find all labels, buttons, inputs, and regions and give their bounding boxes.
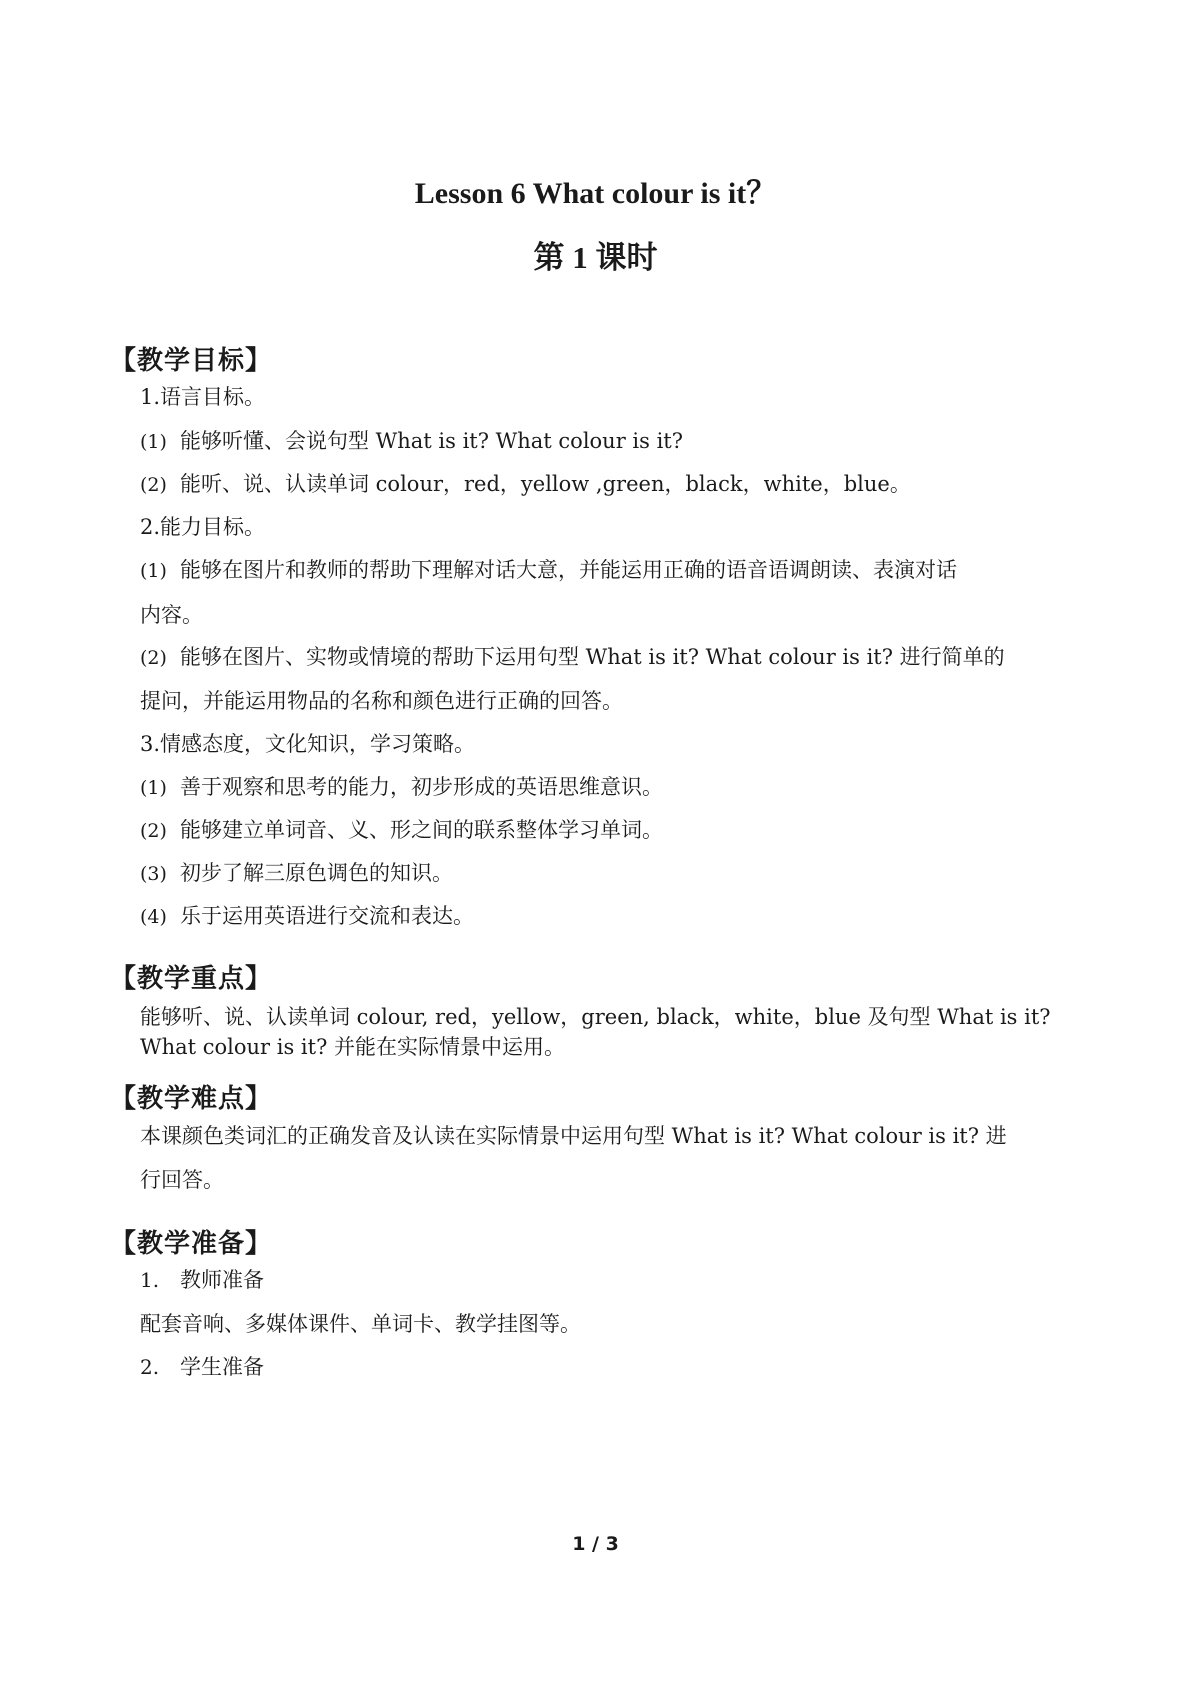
item-text: 能听、说、认读单词 colour，red，yellow ,green，black，white，blue。 [180,472,911,496]
language-goal-label: 1.语言目标。 [140,385,266,409]
item-number: (1) [140,560,167,582]
item-text: 初步了解三原色调色的知识。 [180,861,453,885]
item-number: (1) [140,777,167,799]
preparation-heading: 【教学准备】 [110,1229,273,1259]
item-text: 能够建立单词音、义、形之间的联系整体学习单词。 [180,818,663,842]
item-text: 能够在图片、实物或情境的帮助下运用句型 What is it? What colour is it? 进行简单的 [180,645,1005,669]
item-text: 教师准备 [180,1268,264,1292]
list-item [140,861,453,886]
list-item [140,429,683,454]
item-number: (2) [140,647,167,669]
page-number: 1 / 3 [572,1533,619,1555]
teacher-prep-detail: 配套音响、多媒体课件、单词卡、教学挂图等。 [140,1312,581,1336]
item-number: (3) [140,863,167,885]
difficulties-heading: 【教学难点】 [110,1084,273,1114]
emotion-goal-label: 3.情感态度，文化知识，学习策略。 [140,732,476,756]
item-number: (4) [140,906,167,928]
item-text: 能够在图片和教师的帮助下理解对话大意，并能运用正确的语音语调朗读、表演对话 [180,558,957,582]
lesson-subtitle: 第 1 课时 [533,240,658,275]
list-item [140,1355,264,1380]
item-number: 1. [140,1268,160,1292]
ability-goal-label: 2.能力目标。 [140,515,266,539]
objectives-heading: 【教学目标】 [110,346,273,376]
list-item [140,558,957,583]
item-number: (2) [140,474,167,496]
list-item [140,472,911,497]
lesson-title: Lesson 6 What colour is it？ [414,177,777,210]
item-text: 善于观察和思考的能力，初步形成的英语思维意识。 [180,775,663,799]
item-text: 能够听懂、会说句型 What is it? What colour is it? [180,429,684,453]
list-item [140,1268,264,1293]
list-item [140,645,1005,670]
key-points-heading: 【教学重点】 [110,964,273,994]
list-item [140,775,663,800]
difficulties-line: 行回答。 [140,1168,224,1192]
list-item [140,818,663,843]
item-text: 学生准备 [180,1355,264,1379]
item-number: 2. [140,1355,160,1379]
key-points-line: What colour is it? 并能在实际情景中运用。 [140,1035,566,1059]
item-continuation: 提问，并能运用物品的名称和颜色进行正确的回答。 [140,689,623,713]
difficulties-line: 本课颜色类词汇的正确发音及认读在实际情景中运用句型 What is it? What colour is it? 进 [140,1124,1007,1148]
item-continuation: 内容。 [140,603,203,627]
list-item [140,904,474,929]
item-number: (1) [140,431,167,453]
item-text: 乐于运用英语进行交流和表达。 [180,904,474,928]
key-points-line: 能够听、说、认读单词 colour, red，yellow，green, black，white，blue 及句型 What is it? [140,1005,1051,1029]
item-number: (2) [140,820,167,842]
